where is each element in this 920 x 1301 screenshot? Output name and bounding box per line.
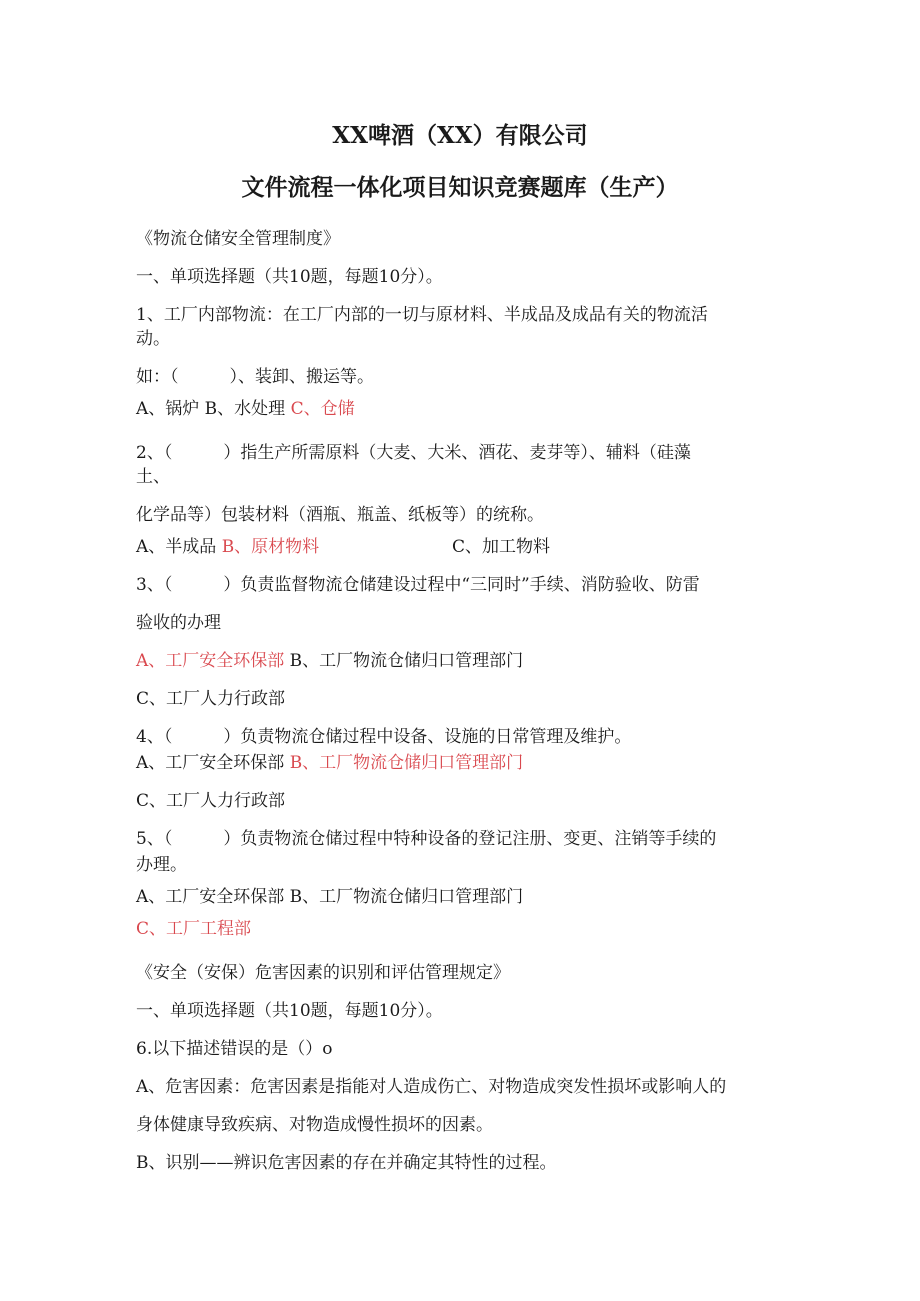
correct-answer: C、工厂工程部 [136,919,252,939]
option-text: 身体健康导致疾病、对物造成慢性损坏的因素。 [136,1115,493,1135]
question-text: 验收的办理 [136,613,221,633]
option-text: A、危害因素：危害因素是指能对人造成伤亡、对物造成突发性损坏或影响人的 [136,1077,727,1097]
question-text: 土、 [136,467,170,487]
option-text: B、识别——辨识危害因素的存在并确定其特性的过程。 [136,1153,557,1173]
option-text: C、工厂人力行政部 [136,689,286,709]
section-name: 《物流仓储安全管理制度》 [136,229,340,249]
option-text: B、工厂物流仓储归口管理部门 [284,651,524,671]
question-text: 动。 [136,329,170,349]
question-text: 6.以下描述错误的是（）o [136,1039,333,1059]
correct-answer: B、工厂物流仓储归口管理部门 [289,753,524,773]
option-text: A、锅炉 B、水处理 [136,399,291,419]
option-text: A、半成品 [136,537,222,557]
option-text: C、加工物料 [452,537,551,557]
answer-options [136,650,523,672]
option-text: A、工厂安全环保部 [136,753,290,773]
section-heading: 一、单项选择题（共10题，每题10分）。 [136,267,443,287]
option-text: A、工厂安全环保部 B、工厂物流仓储归口管理部门 [136,887,524,907]
answer-options [136,536,319,558]
section-name: 《安全（安保）危害因素的识别和评估管理规定》 [136,963,510,983]
question-text: 办理。 [136,855,187,875]
answer-options [136,398,355,420]
correct-answer: C、仓储 [290,399,355,419]
question-text: 1、工厂内部物流：在工厂内部的一切与原材料、半成品及成品有关的物流活 [136,305,708,325]
option-text: C、工厂人力行政部 [136,791,286,811]
document-title: 文件流程一体化项目知识竞赛题库（生产） [241,174,679,201]
question-text: 化学品等）包装材料（酒瓶、瓶盖、纸板等）的统称。 [136,505,544,525]
section-heading: 一、单项选择题（共10题，每题10分）。 [136,1001,443,1021]
answer-options [136,752,523,774]
question-text: 5、（ ）负责物流仓储过程中特种设备的登记注册、变更、注销等手续的 [136,829,717,849]
company-title: XX啤酒（XX）有限公司 [332,122,588,149]
question-text: 4、（ ）负责物流仓储过程中设备、设施的日常管理及维护。 [136,727,632,747]
question-text: 2、（ ）指生产所需原料（大麦、大米、酒花、麦芽等）、辅料（硅藻 [136,443,691,463]
correct-answer: B、原材物料 [221,537,320,557]
question-text: 3、（ ）负责监督物流仓储建设过程中“三同时”手续、消防验收、防雷 [136,575,700,595]
correct-answer: A、工厂安全环保部 [136,651,285,671]
question-text: 如：（ ）、装卸、搬运等。 [136,367,374,387]
